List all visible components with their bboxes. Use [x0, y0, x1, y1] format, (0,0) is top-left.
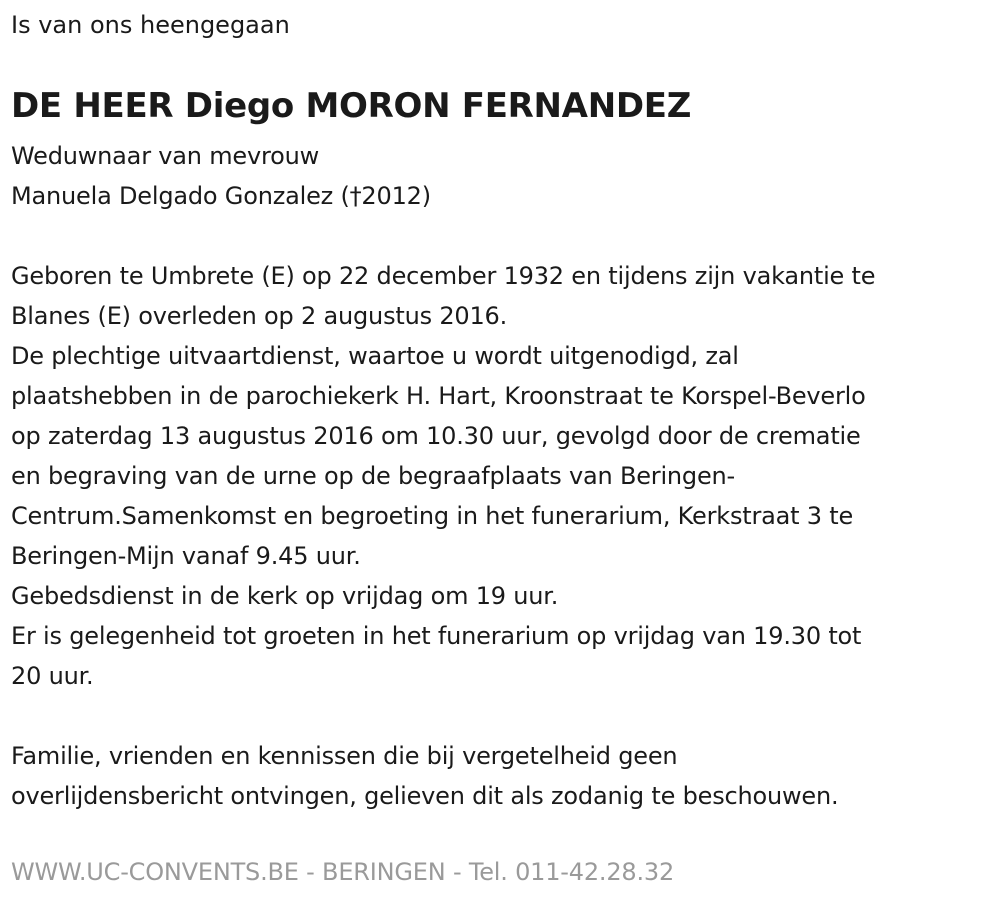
details-line: 20 uur.: [11, 662, 94, 690]
details-line: op zaterdag 13 augustus 2016 om 10.30 uur, gevolgd door de crematie: [11, 422, 861, 450]
details-line: Beringen-Mijn vanaf 9.45 uur.: [11, 542, 361, 570]
closing-line: overlijdensbericht ontvingen, gelieven dit als zodanig te beschouwen.: [11, 782, 839, 810]
funeral-details: [11, 256, 875, 696]
details-line: Blanes (E) overleden op 2 augustus 2016.: [11, 302, 508, 330]
deceased-name: DE HEER Diego MORON FERNANDEZ: [11, 86, 692, 126]
details-line: Er is gelegenheid tot groeten in het funerarium op vrijdag van 19.30 tot: [11, 622, 862, 650]
closing-line: Familie, vrienden en kennissen die bij vergetelheid geen: [11, 742, 678, 770]
spouse-line: Manuela Delgado Gonzalez (†2012): [11, 182, 431, 210]
spouse-line: Weduwnaar van mevrouw: [11, 142, 320, 170]
details-line: Gebedsdienst in de kerk op vrijdag om 19 uur.: [11, 582, 559, 610]
details-line: De plechtige uitvaartdienst, waartoe u wordt uitgenodigd, zal: [11, 342, 739, 370]
details-line: Centrum.Samenkomst en begroeting in het funerarium, Kerkstraat 3 te: [11, 502, 854, 530]
spouse-block: [11, 136, 431, 216]
closing-note: [11, 736, 838, 816]
details-line: en begraving van de urne op de begraafplaats van Beringen-: [11, 462, 735, 490]
footer-contact: WWW.UC-CONVENTS.BE - BERINGEN - Tel. 011-42.28.32: [11, 858, 675, 886]
details-line: Geboren te Umbrete (E) op 22 december 1932 en tijdens zijn vakantie te: [11, 262, 876, 290]
details-line: plaatshebben in de parochiekerk H. Hart, Kroonstraat te Korspel-Beverlo: [11, 382, 866, 410]
intro-text: Is van ons heengegaan: [11, 11, 290, 39]
